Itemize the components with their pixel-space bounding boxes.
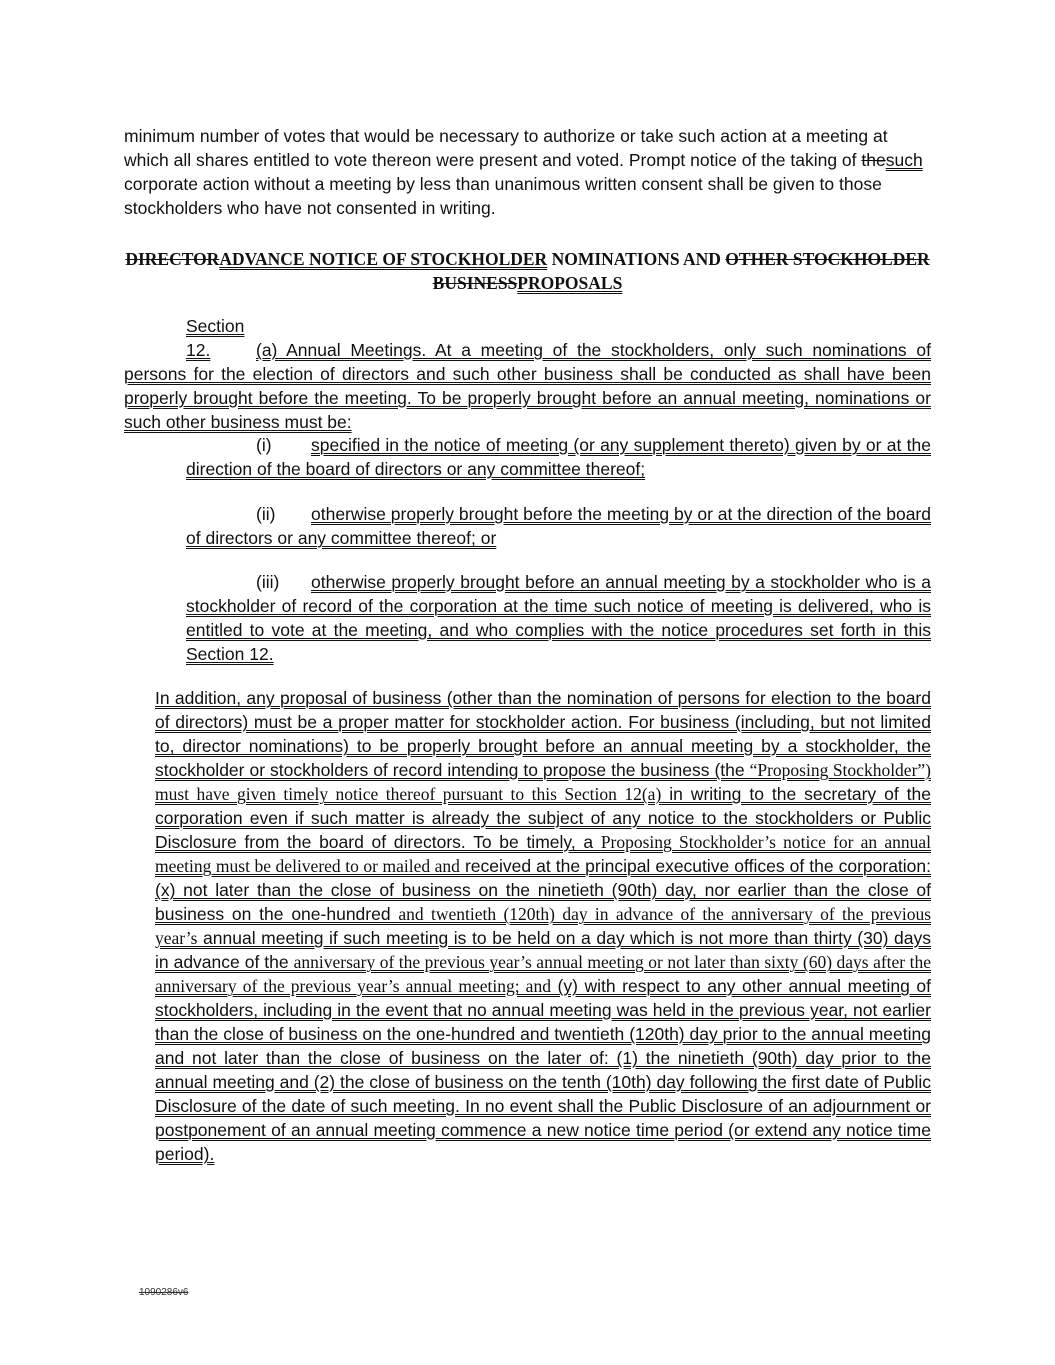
document-id-footer: 1090286v6: [139, 1287, 189, 1298]
intro-text-1: minimum number of votes that would be necessary to authorize or take such action at a meeting at which all shares entitled to vote thereon were present and voted. Prompt notice of the taking of: [124, 126, 888, 170]
heading-deleted-1: DIRECTOR: [125, 249, 220, 269]
additional-paragraph: [155, 686, 931, 1166]
list-item: [186, 433, 931, 481]
item-text: otherwise properly brought before the meeting by or at the direction of the board of directors or any committee thereof; or: [186, 504, 931, 548]
item-number: (iii): [256, 572, 280, 592]
section-12-paragraph: [124, 314, 931, 434]
intro-paragraph: [124, 124, 931, 220]
item-text: otherwise properly brought before an annual meeting by a stockholder who is a stockholder of record of the corporation at the time such notice of meeting is delivered, who is entitled to vote at the meeting, and who complies with the notice procedures set forth in this Section 12.: [186, 572, 931, 664]
item-number: (ii): [256, 504, 276, 524]
intro-inserted-word: such: [885, 150, 923, 170]
item-number: (i): [256, 435, 272, 455]
additional-text-7: annual meeting if such meeting is to be held on a day which is not more than thirty (30) days in advance of the: [155, 928, 931, 972]
heading-inserted-2: PROPOSALS: [517, 273, 623, 293]
intro-text-2: corporate action without a meeting by less than unanimous written consent shall be given to those stockholders who have not consented in writing.: [124, 174, 882, 218]
heading-inserted-1: ADVANCE NOTICE OF STOCKHOLDER: [219, 249, 548, 269]
section-12-text: (a) Annual Meetings. At a meeting of the stockholders, only such nominations of persons for the election of directors and such other business shall be conducted as shall have been properly brought before the meeting. To be properly brought before an annual meeting, nominations or such other business must be:: [124, 340, 931, 432]
additional-text-3: in writing to the secretary of the corporation even if such matter is already the subject of any notice to the stockholders or Public Disclosure from the board of directors. To be timely, a: [155, 784, 931, 852]
additional-text-1: In addition, any proposal of business (other than the nomination of persons for election to the board of directors) must be a proper matter for stockholder action. For business (including, but not limited to, director nominations) to be properly brought before an annual meeting by a stockholder, the stockholder or stockholders of record intending to propose the business (the: [155, 688, 931, 780]
list-item: [186, 502, 931, 550]
item-text: specified in the notice of meeting (or any supplement thereto) given by or at the direction of the board of directors or any committee thereof;: [186, 435, 931, 479]
additional-text-2: “Proposing Stockholder”) must have given timely notice thereof pursuant to this Section 12(a): [155, 760, 931, 804]
section-heading: [124, 247, 931, 295]
intro-deleted-word: the: [861, 150, 886, 170]
additional-text-9: (y) with respect to any other annual meeting of stockholders, including in the event that no annual meeting was held in the previous year, not earlier than the close of business on the one-hundred and twentieth (120th) day prior to the annual meeting and not later than the close of business on the later of: (1) the ninetieth (90th) day prior to the annual meeting and (2) the close of business on the tenth (10th) day following the first date of Public Disclosure of the date of such meeting. In no event shall the Public Disclosure of an adjournment or postponement of an annual meeting commence a new notice time period (or extend any notice time period).: [155, 976, 932, 1164]
additional-text-6: and twentieth (120th) day in advance of the anniversary of the previous year’s: [155, 904, 931, 948]
additional-text-8: anniversary of the previous year’s annual meeting or not later than sixty (60) days after the anniversary of the previous year’s annual meeting; and: [155, 952, 931, 996]
list-item: [186, 570, 931, 666]
heading-plain: NOMINATIONS AND: [547, 249, 726, 269]
heading-deleted-2: OTHER STOCKHOLDER BUSINESS: [432, 249, 930, 293]
section-12-label: Section 12.: [186, 316, 245, 360]
additional-text-4: Proposing Stockholder’s notice for an annual meeting must be delivered to or mailed and: [155, 832, 931, 876]
additional-text-5: received at the principal executive offices of the corporation: (x) not later than the close of business on the ninetieth (90th) day, nor earlier than the close of business on the one-hundred: [155, 856, 932, 924]
